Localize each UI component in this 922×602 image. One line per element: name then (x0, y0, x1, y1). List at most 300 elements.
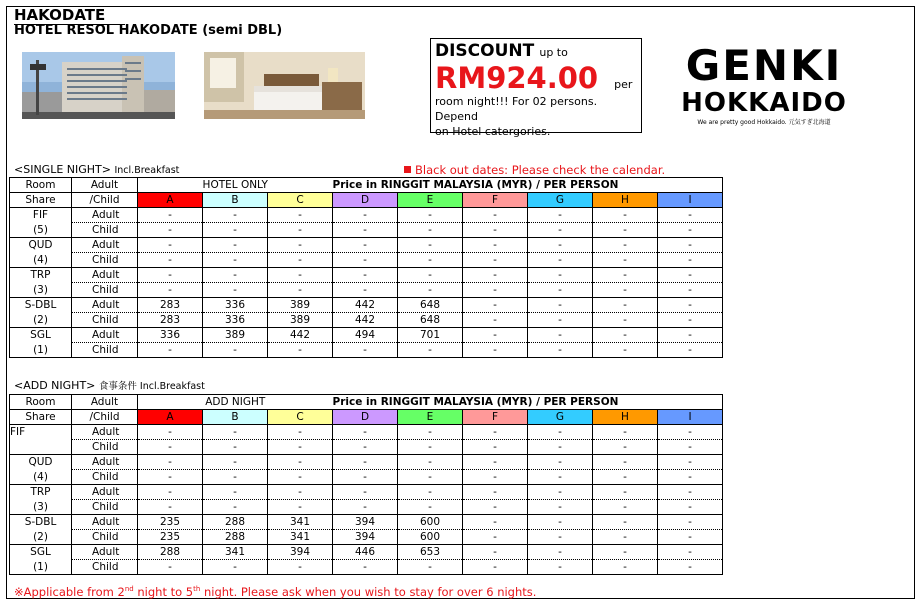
price-cell: - (398, 470, 463, 485)
discount-line-2: on Hotel catergories. (435, 125, 551, 138)
table-row (10, 268, 723, 283)
price-cell: - (268, 485, 333, 500)
price-cell: - (658, 328, 723, 343)
price-cell: 283 (138, 313, 203, 328)
table-row (10, 440, 723, 455)
price-cell: 288 (138, 545, 203, 560)
table-row (10, 560, 723, 575)
discount-line-1: room night!!! For 02 persons. Depend (435, 95, 598, 123)
add-section-note: 食事条件 Incl.Breakfast (98, 381, 205, 392)
price-cell: - (333, 425, 398, 440)
price-cell: - (463, 328, 528, 343)
price-cell: - (528, 343, 593, 358)
price-cell: 283 (138, 298, 203, 313)
price-cell: - (528, 470, 593, 485)
single-section-note: Incl.Breakfast (114, 165, 180, 176)
adult-header: Adult (72, 178, 138, 193)
discount-amount: RM924.00 (435, 61, 599, 95)
red-square-icon (404, 166, 411, 173)
price-cell: - (138, 500, 203, 515)
guest-type: Adult (72, 238, 138, 253)
price-cell: - (658, 515, 723, 530)
price-cell: 394 (268, 545, 333, 560)
table-row (10, 455, 723, 470)
price-cell: - (593, 545, 658, 560)
price-cell: - (398, 455, 463, 470)
price-cell: - (658, 545, 723, 560)
price-cell: 336 (203, 313, 268, 328)
price-cell: - (333, 500, 398, 515)
price-cell: - (398, 425, 463, 440)
price-cell: - (398, 268, 463, 283)
price-cell: - (528, 298, 593, 313)
price-cell: - (138, 440, 203, 455)
price-cell: - (138, 268, 203, 283)
price-cell: - (203, 253, 268, 268)
footer-part-2: night to 5 (133, 584, 194, 599)
price-cell: - (658, 208, 723, 223)
room-type-capacity: (4) (10, 470, 72, 485)
category-b: B (203, 410, 268, 425)
table-row (10, 530, 723, 545)
price-cell: - (268, 560, 333, 575)
price-cell: - (528, 268, 593, 283)
price-cell: - (203, 283, 268, 298)
price-cell: - (528, 238, 593, 253)
price-cell: - (333, 485, 398, 500)
room-header: Room (10, 178, 72, 193)
price-cell: - (593, 343, 658, 358)
category-d: D (333, 410, 398, 425)
price-cell: - (658, 440, 723, 455)
guest-type: Adult (72, 515, 138, 530)
room-type-name: S-DBL (10, 515, 72, 530)
price-cell: - (138, 343, 203, 358)
price-cell: - (463, 208, 528, 223)
price-cell: - (463, 455, 528, 470)
price-cell: - (593, 560, 658, 575)
price-cell: - (528, 545, 593, 560)
price-cell: 701 (398, 328, 463, 343)
category-g: G (528, 410, 593, 425)
discount-title-suffix: up to (539, 46, 568, 59)
category-h: H (593, 410, 658, 425)
price-cell: - (333, 455, 398, 470)
price-cell: - (463, 313, 528, 328)
price-cell: 235 (138, 530, 203, 545)
city-title: HAKODATE (14, 6, 125, 25)
price-cell: - (398, 560, 463, 575)
price-cell: 389 (203, 328, 268, 343)
price-cell: - (333, 440, 398, 455)
price-cell: - (658, 455, 723, 470)
price-cell: - (268, 425, 333, 440)
price-cell: - (333, 223, 398, 238)
price-cell: - (138, 470, 203, 485)
footer-sup-1: nd (124, 585, 134, 593)
price-cell: - (333, 343, 398, 358)
discount-title: DISCOUNT (435, 41, 535, 61)
price-cell: - (593, 298, 658, 313)
price-cell: 648 (398, 313, 463, 328)
footer-part-3: night. Please ask when you wish to stay for over 6 nights. (200, 584, 537, 599)
room-type-name: SGL (10, 328, 72, 343)
price-cell: 600 (398, 515, 463, 530)
logo-tagline: We are pretty good Hokkaido. 元気すぎ北海道 (697, 119, 831, 126)
guest-type: Child (72, 560, 138, 575)
table-row (10, 223, 723, 238)
price-cell: - (333, 208, 398, 223)
table-row (10, 515, 723, 530)
footer-part-1: ※Applicable from 2 (14, 584, 125, 599)
price-cell: 394 (333, 530, 398, 545)
table-row (10, 208, 723, 223)
footer-sup-2: th (193, 585, 201, 593)
price-cell: - (528, 223, 593, 238)
price-cell: - (593, 485, 658, 500)
price-cell: - (398, 500, 463, 515)
footer-note (14, 582, 536, 599)
adult-header: Adult (72, 395, 138, 410)
room-type-capacity: (2) (10, 530, 72, 545)
price-cell: - (463, 485, 528, 500)
price-cell: - (528, 485, 593, 500)
price-cell: 394 (333, 515, 398, 530)
price-cell: - (268, 268, 333, 283)
price-cell: - (463, 253, 528, 268)
genki-hokkaido-logo (666, 41, 862, 140)
price-cell: - (593, 253, 658, 268)
price-cell: - (138, 485, 203, 500)
guest-type: Child (72, 470, 138, 485)
category-f: F (463, 193, 528, 208)
guest-type: Child (72, 283, 138, 298)
price-cell: - (203, 425, 268, 440)
price-cell: - (593, 470, 658, 485)
room-type-name: FIF (10, 425, 72, 440)
category-f: F (463, 410, 528, 425)
guest-type: Adult (72, 298, 138, 313)
price-cell: - (593, 500, 658, 515)
price-cell: - (398, 440, 463, 455)
guest-type: Adult (72, 545, 138, 560)
price-cell: - (593, 328, 658, 343)
room-type-capacity: (4) (10, 253, 72, 268)
add-night-price-table (9, 394, 723, 575)
room-type-capacity: (3) (10, 283, 72, 298)
price-cell: - (463, 500, 528, 515)
price-cell: - (203, 223, 268, 238)
price-cell: 336 (138, 328, 203, 343)
room-type-name: QUD (10, 238, 72, 253)
price-cell: 389 (268, 298, 333, 313)
price-cell: 442 (333, 313, 398, 328)
price-cell: - (528, 313, 593, 328)
price-cell: - (398, 343, 463, 358)
room-type-name: S-DBL (10, 298, 72, 313)
price-cell: - (268, 343, 333, 358)
price-cell: - (593, 425, 658, 440)
price-cell: - (268, 238, 333, 253)
room-type-name: TRP (10, 268, 72, 283)
category-a: A (138, 193, 203, 208)
single-night-section-label (14, 163, 179, 177)
price-cell: - (333, 560, 398, 575)
hotel-room-photo (204, 52, 365, 119)
category-b: B (203, 193, 268, 208)
table-row (10, 425, 723, 440)
price-cell: - (463, 268, 528, 283)
category-d: D (333, 193, 398, 208)
room-type-name: SGL (10, 545, 72, 560)
guest-type: Child (72, 223, 138, 238)
price-header: Price in RINGGIT MALAYSIA (MYR) / PER PERSON (333, 395, 723, 410)
price-cell: 288 (203, 530, 268, 545)
table-row (10, 500, 723, 515)
blackout-notice (404, 163, 665, 177)
price-cell: - (398, 208, 463, 223)
price-cell: - (528, 440, 593, 455)
price-cell: 336 (203, 298, 268, 313)
price-cell: - (333, 268, 398, 283)
guest-type: Adult (72, 485, 138, 500)
price-cell: - (528, 208, 593, 223)
price-cell: - (658, 343, 723, 358)
price-cell: - (463, 470, 528, 485)
price-cell: - (333, 470, 398, 485)
price-cell: - (268, 500, 333, 515)
price-cell: - (463, 530, 528, 545)
room-type-capacity: (1) (10, 560, 72, 575)
mode-header: HOTEL ONLY (138, 178, 333, 193)
price-cell: - (138, 455, 203, 470)
price-cell: 600 (398, 530, 463, 545)
price-cell: - (398, 238, 463, 253)
hotel-exterior-photo (22, 52, 175, 119)
single-night-price-table (9, 177, 723, 358)
category-c: C (268, 193, 333, 208)
guest-type: Adult (72, 268, 138, 283)
price-cell: - (658, 500, 723, 515)
price-cell: - (138, 283, 203, 298)
price-cell: - (658, 313, 723, 328)
price-cell: - (398, 223, 463, 238)
price-cell: - (138, 223, 203, 238)
category-g: G (528, 193, 593, 208)
category-e: E (398, 193, 463, 208)
price-cell: - (268, 440, 333, 455)
table-row (10, 253, 723, 268)
price-cell: - (658, 223, 723, 238)
price-cell: - (463, 560, 528, 575)
price-cell: - (528, 500, 593, 515)
logo-line-2: HOKKAIDO (681, 88, 847, 118)
guest-type: Adult (72, 455, 138, 470)
guest-type: Child (72, 253, 138, 268)
table-row (10, 328, 723, 343)
price-cell: 235 (138, 515, 203, 530)
blackout-text: Black out dates: Please check the calendar. (415, 163, 666, 177)
price-cell: - (658, 530, 723, 545)
room-type-capacity: (2) (10, 313, 72, 328)
price-cell: - (528, 425, 593, 440)
price-cell: 653 (398, 545, 463, 560)
guest-type: Adult (72, 425, 138, 440)
price-cell: - (593, 455, 658, 470)
price-cell: 648 (398, 298, 463, 313)
price-cell: - (268, 470, 333, 485)
mode-header: ADD NIGHT (138, 395, 333, 410)
price-cell: - (528, 253, 593, 268)
table-row (10, 238, 723, 253)
price-cell: - (463, 283, 528, 298)
price-cell: - (528, 328, 593, 343)
room-type-capacity: (1) (10, 343, 72, 358)
table-row (10, 545, 723, 560)
price-cell: 389 (268, 313, 333, 328)
price-cell: - (398, 283, 463, 298)
price-cell: - (593, 313, 658, 328)
price-cell: - (593, 208, 658, 223)
add-section-title: <ADD NIGHT> (14, 379, 96, 392)
price-cell: - (203, 440, 268, 455)
price-cell: - (658, 425, 723, 440)
price-cell: - (528, 530, 593, 545)
price-cell: - (658, 560, 723, 575)
category-e: E (398, 410, 463, 425)
price-cell: - (268, 253, 333, 268)
price-cell: - (333, 253, 398, 268)
price-cell: - (593, 530, 658, 545)
price-cell: - (463, 545, 528, 560)
table-row (10, 343, 723, 358)
price-cell: - (333, 283, 398, 298)
room-type-capacity (10, 440, 72, 455)
guest-type: Child (72, 313, 138, 328)
price-cell: - (268, 283, 333, 298)
price-cell: - (463, 238, 528, 253)
price-cell: - (658, 283, 723, 298)
price-cell: - (658, 268, 723, 283)
price-cell: 442 (333, 298, 398, 313)
logo-line-1: GENKI (685, 41, 843, 90)
child-header: /Child (72, 193, 138, 208)
price-cell: - (333, 238, 398, 253)
price-cell: - (658, 298, 723, 313)
room-header: Room (10, 395, 72, 410)
guest-type: Child (72, 530, 138, 545)
share-header: Share (10, 410, 72, 425)
hotel-name: HOTEL RESOL HAKODATE (semi DBL) (14, 23, 283, 38)
price-cell: 341 (268, 515, 333, 530)
price-cell: - (203, 238, 268, 253)
price-cell: - (593, 440, 658, 455)
price-cell: - (203, 500, 268, 515)
price-cell: - (593, 515, 658, 530)
category-i: I (658, 410, 723, 425)
category-i: I (658, 193, 723, 208)
price-cell: 446 (333, 545, 398, 560)
guest-type: Adult (72, 328, 138, 343)
room-type-capacity: (3) (10, 500, 72, 515)
price-cell: - (138, 208, 203, 223)
price-cell: - (593, 223, 658, 238)
price-cell: - (463, 425, 528, 440)
price-cell: - (593, 238, 658, 253)
category-h: H (593, 193, 658, 208)
price-cell: - (528, 515, 593, 530)
price-cell: - (593, 268, 658, 283)
price-cell: - (398, 253, 463, 268)
room-type-name: QUD (10, 455, 72, 470)
price-cell: - (203, 343, 268, 358)
price-cell: - (203, 560, 268, 575)
table-row (10, 313, 723, 328)
price-cell: 494 (333, 328, 398, 343)
price-cell: - (398, 485, 463, 500)
price-cell: - (528, 283, 593, 298)
discount-box (430, 38, 642, 138)
price-cell: - (138, 560, 203, 575)
table-row (10, 470, 723, 485)
category-c: C (268, 410, 333, 425)
guest-type: Child (72, 500, 138, 515)
price-cell: - (658, 470, 723, 485)
price-cell: - (593, 283, 658, 298)
share-header: Share (10, 193, 72, 208)
discount-per: per (614, 78, 633, 91)
category-a: A (138, 410, 203, 425)
room-type-name: TRP (10, 485, 72, 500)
price-cell: - (138, 238, 203, 253)
price-cell: 288 (203, 515, 268, 530)
table-row (10, 298, 723, 313)
price-cell: - (203, 208, 268, 223)
room-type-capacity: (5) (10, 223, 72, 238)
table-row (10, 283, 723, 298)
price-cell: - (658, 238, 723, 253)
guest-type: Child (72, 343, 138, 358)
single-section-title: <SINGLE NIGHT> (14, 163, 111, 176)
guest-type: Child (72, 440, 138, 455)
table-row (10, 485, 723, 500)
guest-type: Adult (72, 208, 138, 223)
price-cell: - (203, 470, 268, 485)
price-cell: - (138, 425, 203, 440)
price-cell: - (463, 440, 528, 455)
price-cell: - (528, 560, 593, 575)
price-cell: - (203, 455, 268, 470)
price-cell: - (268, 208, 333, 223)
price-cell: - (268, 455, 333, 470)
add-night-section-label (14, 379, 205, 393)
child-header: /Child (72, 410, 138, 425)
price-cell: - (658, 485, 723, 500)
price-cell: - (463, 515, 528, 530)
price-cell: - (463, 343, 528, 358)
price-cell: - (138, 253, 203, 268)
price-header: Price in RINGGIT MALAYSIA (MYR) / PER PERSON (333, 178, 723, 193)
price-cell: - (463, 298, 528, 313)
price-cell: - (203, 485, 268, 500)
price-cell: - (658, 253, 723, 268)
room-type-name: FIF (10, 208, 72, 223)
price-cell: - (528, 455, 593, 470)
price-cell: 341 (203, 545, 268, 560)
price-cell: - (268, 223, 333, 238)
price-cell: - (203, 268, 268, 283)
price-cell: - (463, 223, 528, 238)
